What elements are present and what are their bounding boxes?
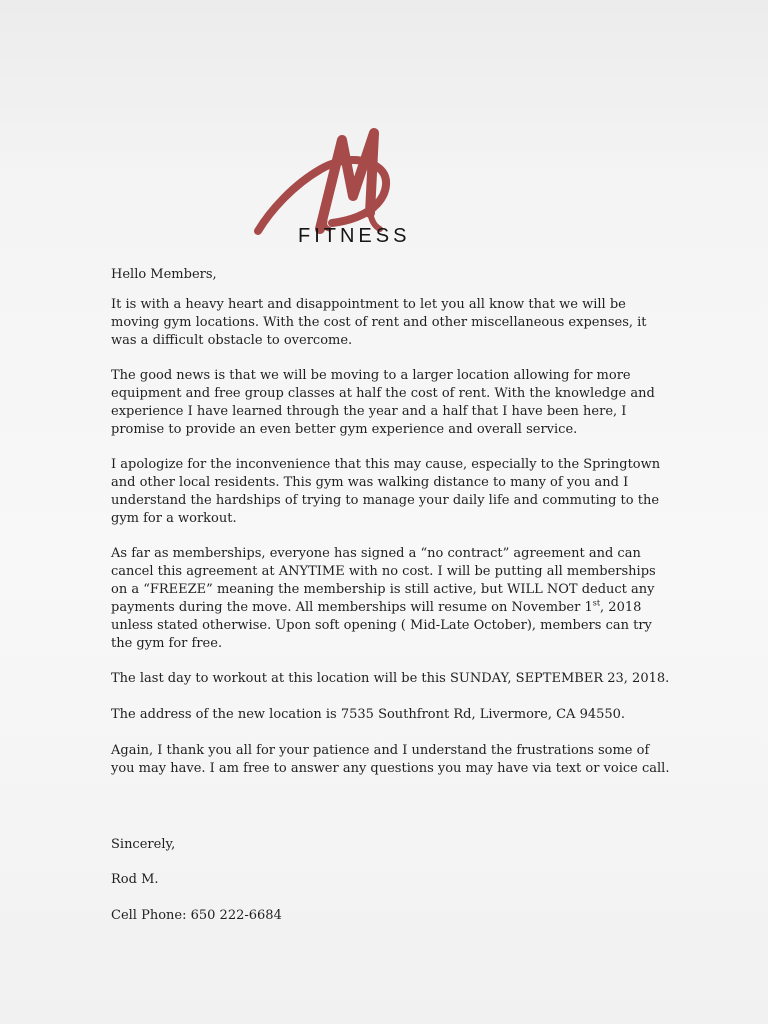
m-fitness-logo [250, 108, 440, 253]
contact-phone: Cell Phone: 650 222-6684 [111, 908, 282, 923]
paragraph-membership-freeze [111, 545, 671, 653]
greeting: Hello Members, [111, 267, 217, 282]
paragraph-moving-notice: It is with a heavy heart and disappointment to let you all know that we will be moving gym locations. With the cost of rent and other miscellaneous expenses, it was a difficult obstacle to overcome. [111, 297, 647, 348]
logo-wordmark: FITNESS [298, 225, 411, 247]
membership-text-end: , 2018 unless stated otherwise. Upon soft opening ( Mid-Late October), members can try the gym for free. [111, 600, 652, 651]
paragraph-good-news: The good news is that we will be moving to a larger location allowing for more equipment and free group classes at half the cost of rent. With the knowledge and experience I have learned through the year and a half that I have been here, I promise to provide an even better gym experience and overall service. [111, 368, 655, 437]
signer-name: Rod M. [111, 872, 159, 887]
paragraph-last-day: The last day to workout at this location will be this SUNDAY, SEPTEMBER 23, 2018. [111, 671, 670, 686]
letter-body [111, 266, 671, 925]
paragraph-apology: I apologize for the inconvenience that this may cause, especially to the Springtown and other local residents. This gym was walking distance to many of you and I understand the hardships of trying to manage your daily life and commuting to the gym for a workout. [111, 457, 661, 526]
paragraph-closing-thanks: Again, I thank you all for your patience and I understand the frustrations some of you may have. I am free to answer any questions you may have via text or voice call. [111, 743, 670, 776]
date-ordinal-superscript: st [592, 598, 601, 608]
paragraph-new-address: The address of the new location is 7535 Southfront Rd, Livermore, CA 94550. [111, 707, 626, 722]
membership-text-start: As far as memberships, everyone has signed a “no contract” agreement and can cancel this agreement at ANYTIME with no cost. I will be putting all memberships on a “FREEZE” meaning the membership is still active, but WILL NOT deduct any payments during the move. All memberships will resume on November 1 [111, 546, 656, 615]
signoff: Sincerely, [111, 837, 176, 852]
